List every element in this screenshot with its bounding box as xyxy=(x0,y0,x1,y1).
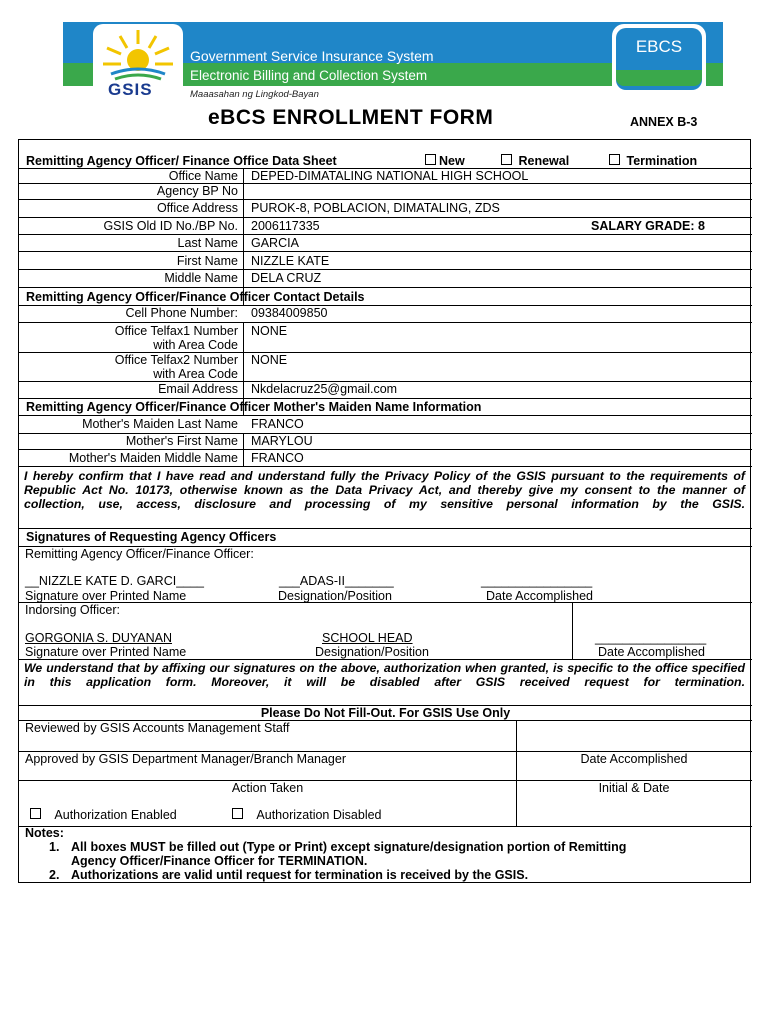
last-name-value[interactable]: GARCIA xyxy=(251,236,299,250)
tagline: Maaasahan ng Lingkod-Bayan xyxy=(190,89,319,100)
note-2-line1: Authorizations are valid until request for termination is received by the GSIS. xyxy=(71,868,529,882)
auth-disabled-checkbox[interactable] xyxy=(232,808,243,819)
system-name: Electronic Billing and Collection System xyxy=(190,68,428,83)
remitting-officer-designation[interactable]: ___ADAS-II_______ xyxy=(279,574,394,588)
mother-middle-label: Mother's Maiden Middle Name xyxy=(68,451,238,465)
mother-middle-value[interactable]: FRANCO xyxy=(251,451,304,465)
remitting-date-caption: Date Accomplished xyxy=(486,589,594,603)
enrollment-form xyxy=(18,139,751,883)
telfax2-label-line2: with Area Code xyxy=(153,367,238,381)
remitting-signature-caption: Signature over Printed Name xyxy=(25,589,187,603)
remitting-officer-label: Remitting Agency Officer/Finance Officer: xyxy=(25,547,254,561)
office-name-value[interactable]: DEPED-DIMATALING NATIONAL HIGH SCHOOL xyxy=(251,169,529,183)
action-taken-label: Action Taken xyxy=(231,781,304,795)
remitting-designation-caption: Designation/Position xyxy=(278,589,392,603)
gsis-use-title: Please Do Not Fill-Out. For GSIS Use Only xyxy=(260,706,511,720)
indorsing-officer-name[interactable]: GORGONIA S. DUYANAN xyxy=(25,631,173,645)
authorization-statement: We understand that by affixing our signatures on the above, authorization when granted, is specific to the office specified in this application form. Moreover, it will be disabled after GSIS received request for termination. xyxy=(24,661,745,689)
salary-grade: SALARY GRADE: 8 xyxy=(591,219,705,233)
initial-date-label: Initial & Date xyxy=(598,781,670,795)
email-value[interactable]: Nkdelacruz25@gmail.com xyxy=(251,382,398,396)
indorsing-officer-date[interactable]: ________________ xyxy=(595,631,707,645)
cell-phone-label: Cell Phone Number: xyxy=(125,306,238,320)
note-1-number: 1. xyxy=(49,840,60,854)
new-checkbox[interactable] xyxy=(425,154,436,165)
last-name-label: Last Name xyxy=(177,236,238,250)
gsis-id-value[interactable]: 2006117335 xyxy=(251,219,320,233)
auth-enabled-option[interactable]: Authorization Enabled xyxy=(30,808,177,822)
logo-text: GSIS xyxy=(108,80,153,99)
section3-title: Remitting Agency Officer/Finance Officer Mother's Maiden Name Information xyxy=(26,400,482,414)
first-name-label: First Name xyxy=(176,254,238,268)
indorsing-officer-designation[interactable]: SCHOOL HEAD xyxy=(322,631,413,645)
header-banner xyxy=(63,18,723,102)
indorsing-officer-label: Indorsing Officer: xyxy=(25,603,120,617)
section2-title: Remitting Agency Officer/Finance Officer Contact Details xyxy=(26,290,365,304)
telfax1-value[interactable]: NONE xyxy=(251,324,288,338)
annex-label: ANNEX B-3 xyxy=(630,115,698,129)
cell-phone-value[interactable]: 09384009850 xyxy=(251,306,328,320)
note-1-line2: Agency Officer/Finance Officer for TERMINATION. xyxy=(71,854,368,868)
gsis-id-label: GSIS Old ID No./BP No. xyxy=(103,219,238,233)
office-address-label: Office Address xyxy=(156,201,238,215)
telfax2-value[interactable]: NONE xyxy=(251,353,288,367)
approved-label: Approved by GSIS Department Manager/Branch Manager xyxy=(25,752,347,766)
telfax2-label-line1: Office Telfax2 Number xyxy=(114,353,238,367)
auth-disabled-option[interactable]: Authorization Disabled xyxy=(232,808,382,822)
middle-name-value[interactable]: DELA CRUZ xyxy=(251,271,322,285)
sun-icon xyxy=(93,24,183,84)
agency-bp-label: Agency BP No xyxy=(156,184,238,198)
office-name-label: Office Name xyxy=(168,169,238,183)
auth-enabled-checkbox[interactable] xyxy=(30,808,41,819)
mother-last-value[interactable]: FRANCO xyxy=(251,417,304,431)
indorsing-designation-caption: Designation/Position xyxy=(315,645,429,659)
signatures-title: Signatures of Requesting Agency Officers xyxy=(26,530,277,544)
mother-first-label: Mother's First Name xyxy=(125,434,238,448)
ebcs-badge-text: EBCS xyxy=(635,37,683,56)
telfax1-label-line1: Office Telfax1 Number xyxy=(114,324,238,338)
remitting-officer-date[interactable]: ________________ xyxy=(481,574,593,588)
reviewed-label: Reviewed by GSIS Accounts Management Staff xyxy=(25,721,290,735)
option-renewal[interactable]: Renewal xyxy=(501,154,569,168)
note-1-line1: All boxes MUST be filled out (Type or Print) except signature/designation portion of Remitting xyxy=(71,840,627,854)
middle-name-label: Middle Name xyxy=(164,271,238,285)
email-label: Email Address xyxy=(158,382,238,396)
notes-title: Notes: xyxy=(25,826,64,840)
date-accomplished-label: Date Accomplished xyxy=(580,752,688,766)
mother-first-value[interactable]: MARYLOU xyxy=(251,434,313,448)
indorsing-date-caption: Date Accomplished xyxy=(598,645,706,659)
mother-last-label: Mother's Maiden Last Name xyxy=(82,417,238,431)
renewal-checkbox[interactable] xyxy=(501,154,512,165)
option-new[interactable]: New xyxy=(425,154,465,168)
form-title: eBCS ENROLLMENT FORM xyxy=(208,106,494,129)
section1-title: Remitting Agency Officer/ Finance Office Data Sheet xyxy=(26,154,337,168)
note-2-number: 2. xyxy=(49,868,60,882)
org-name: Government Service Insurance System xyxy=(190,48,434,64)
remitting-officer-name[interactable]: __NIZZLE KATE D. GARCI____ xyxy=(25,574,204,588)
indorsing-signature-caption: Signature over Printed Name xyxy=(25,645,187,659)
office-address-value[interactable]: PUROK-8, POBLACION, DIMATALING, ZDS xyxy=(251,201,500,215)
privacy-statement: I hereby confirm that I have read and understand fully the Privacy Policy of the GSIS pursuant to the requirements of Republic Act No. 10173, otherwise known as the Data Privacy Act, and thereby give my consent to the manner of collection, use, access, disclosure and processing of my sensitive personal information by the GSIS. xyxy=(24,469,745,511)
telfax1-label-line2: with Area Code xyxy=(153,338,238,352)
ebcs-badge xyxy=(612,24,706,100)
option-termination[interactable]: Termination xyxy=(609,154,697,168)
first-name-value[interactable]: NIZZLE KATE xyxy=(251,254,330,268)
termination-checkbox[interactable] xyxy=(609,154,620,165)
